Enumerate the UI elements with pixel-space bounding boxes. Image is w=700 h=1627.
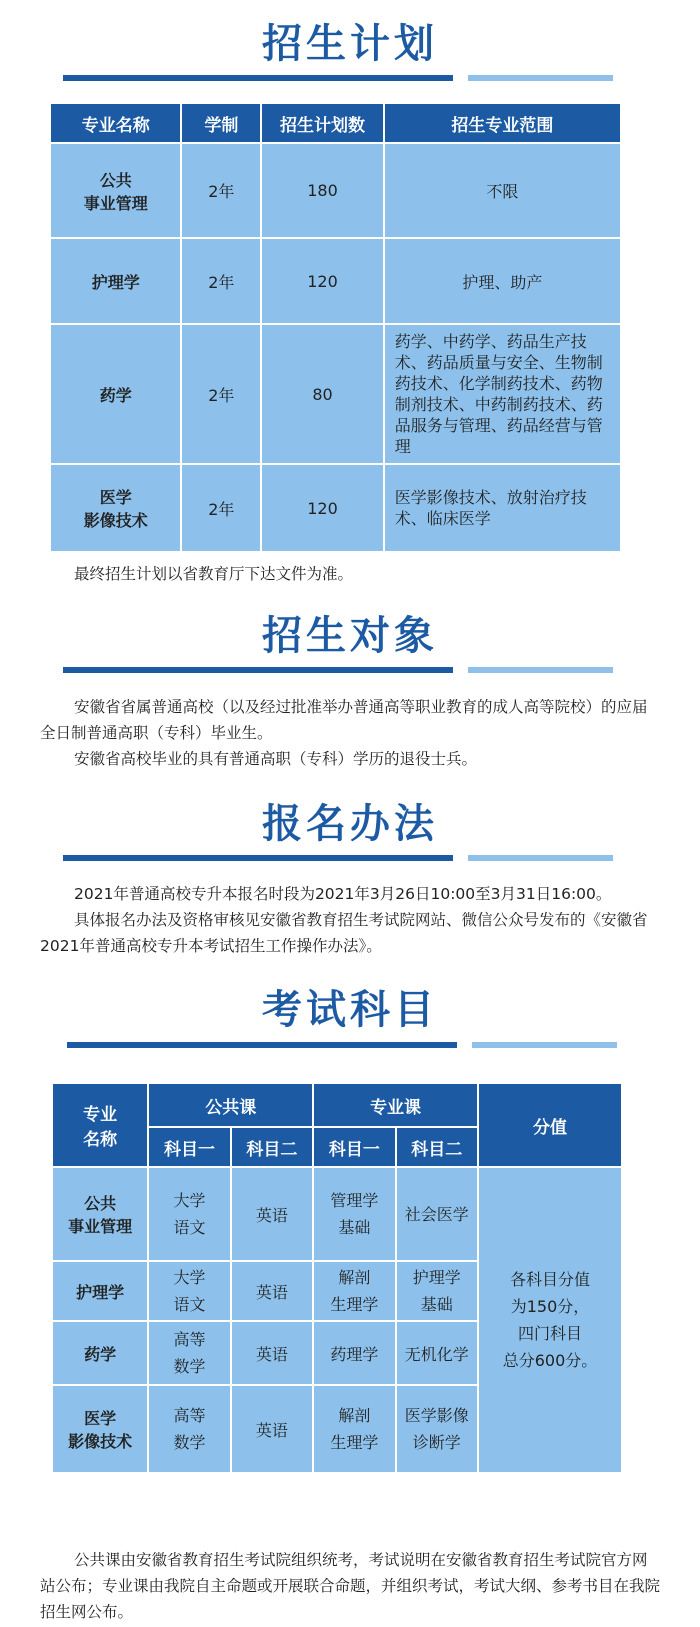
count-cell: 120 — [262, 239, 383, 323]
count-cell: 80 — [262, 325, 383, 463]
public-subject-1: 大学 语文 — [149, 1262, 229, 1320]
major-name: 公共 事业管理 — [51, 144, 180, 237]
prof-subject-2: 社会医学 — [397, 1168, 477, 1260]
count-cell: 120 — [262, 465, 383, 551]
prof-subject-2: 护理学 基础 — [397, 1262, 477, 1320]
count-cell: 180 — [262, 144, 383, 237]
target-p2: 安徽省高校毕业的具有普通高职（专科）学历的退役士兵。 — [74, 750, 478, 768]
public-subject-2: 英语 — [232, 1386, 312, 1472]
major-name: 护理学 — [51, 239, 180, 323]
major-name: 医学 影像技术 — [53, 1386, 147, 1472]
th-public-sub2: 科目二 — [232, 1128, 312, 1166]
duration-cell: 2年 — [182, 465, 260, 551]
score-cell: 各科目分值 为150分， 四门科目 总分600分。 — [479, 1168, 621, 1472]
target-paragraph — [40, 694, 660, 772]
th-count: 招生计划数 — [262, 104, 383, 142]
major-name: 药学 — [53, 1322, 147, 1384]
prof-subject-1: 药理学 — [314, 1322, 394, 1384]
prof-subject-2: 医学影像 诊断学 — [397, 1386, 477, 1472]
section-title-target: 招生对象 — [262, 613, 438, 659]
th-public: 公共课 — [149, 1084, 312, 1126]
prof-subject-1: 解剖 生理学 — [314, 1262, 394, 1320]
public-subject-1: 高等 数学 — [149, 1322, 229, 1384]
apply-p1: 2021年普通高校专升本报名时段为2021年3月26日10:00至3月31日16:00。 — [74, 885, 612, 903]
public-subject-2: 英语 — [232, 1262, 312, 1320]
th-scope: 招生专业范围 — [385, 104, 620, 142]
prof-subject-1: 解剖 生理学 — [314, 1386, 394, 1472]
prof-subject-2: 无机化学 — [397, 1322, 477, 1384]
th-public-sub1: 科目一 — [149, 1128, 229, 1166]
th-major: 专业 名称 — [53, 1084, 147, 1166]
section-title-plan: 招生计划 — [262, 21, 438, 67]
plan-note: 最终招生计划以省教育厅下达文件为准。 — [74, 565, 354, 583]
title-underline — [63, 855, 613, 861]
title-underline — [63, 75, 613, 81]
th-major: 专业名称 — [51, 104, 180, 142]
target-p1: 安徽省省属普通高校（以及经过批准举办普通高等职业教育的成人高等院校）的应届全日制普通高职（专科）毕业生。 — [40, 698, 648, 742]
scope-cell: 医学影像技术、放射治疗技术、临床医学 — [385, 465, 620, 551]
section-title-exam: 考试科目 — [262, 987, 438, 1033]
section-title-apply: 报名办法 — [262, 801, 438, 847]
title-underline — [63, 667, 613, 673]
scope-cell: 护理、助产 — [385, 239, 620, 323]
table-row — [51, 144, 620, 237]
duration-cell: 2年 — [182, 239, 260, 323]
table-row — [51, 239, 620, 323]
exam-note: 公共课由安徽省教育招生考试院组织统考，考试说明在安徽省教育招生考试院官方网站公布；专业课由我院自主命题或开展联合命题，并组织考试，考试大纲、参考书目在我院招生网公布。 — [40, 1551, 661, 1621]
public-subject-1: 大学 语文 — [149, 1168, 229, 1260]
th-score: 分值 — [479, 1084, 621, 1166]
th-duration: 学制 — [182, 104, 260, 142]
th-prof-sub2: 科目二 — [397, 1128, 477, 1166]
th-prof-sub1: 科目一 — [314, 1128, 394, 1166]
public-subject-2: 英语 — [232, 1322, 312, 1384]
apply-p2: 具体报名办法及资格审核见安徽省教育招生考试院网站、微信公众号发布的《安徽省2021年普通高校专升本考试招生工作操作办法》。 — [40, 911, 648, 955]
major-name: 医学 影像技术 — [51, 465, 180, 551]
table-row — [51, 325, 620, 463]
scope-cell: 不限 — [385, 144, 620, 237]
major-name: 护理学 — [53, 1262, 147, 1320]
apply-paragraph — [40, 881, 660, 959]
public-subject-1: 高等 数学 — [149, 1386, 229, 1472]
scope-cell: 药学、中药学、药品生产技术、药品质量与安全、生物制药技术、化学制药技术、药物制剂技术、中药制药技术、药品服务与管理、药品经营与管理 — [385, 325, 620, 463]
duration-cell: 2年 — [182, 144, 260, 237]
exam-table — [51, 1082, 623, 1474]
title-underline — [67, 1042, 617, 1048]
th-professional: 专业课 — [314, 1084, 477, 1126]
table-row — [53, 1168, 621, 1260]
plan-table — [49, 102, 622, 553]
major-name: 药学 — [51, 325, 180, 463]
public-subject-2: 英语 — [232, 1168, 312, 1260]
major-name: 公共 事业管理 — [53, 1168, 147, 1260]
duration-cell: 2年 — [182, 325, 260, 463]
prof-subject-1: 管理学 基础 — [314, 1168, 394, 1260]
table-row — [51, 465, 620, 551]
